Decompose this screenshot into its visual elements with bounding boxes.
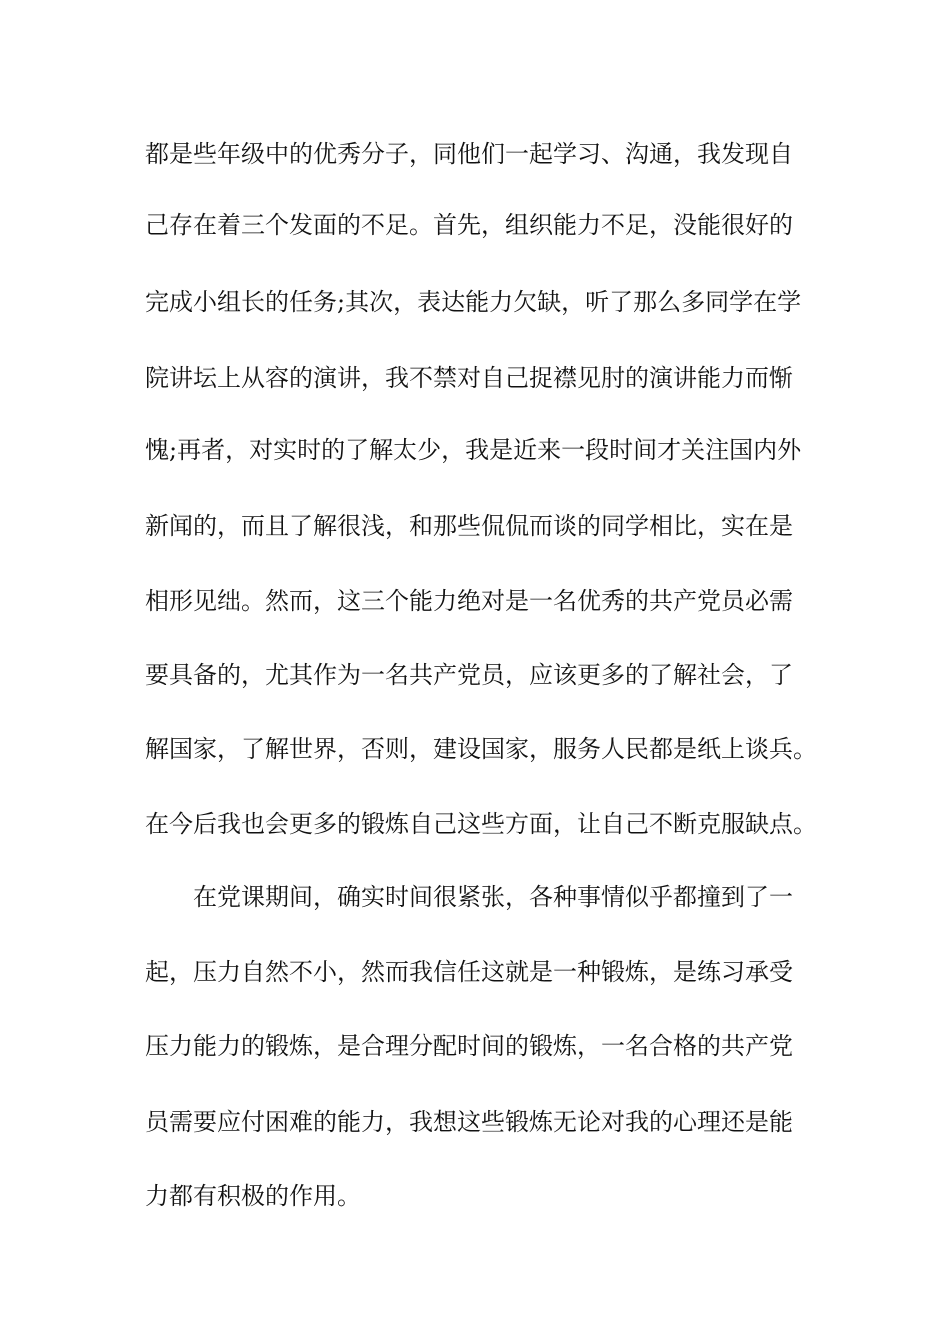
paragraph-line: 员需要应付困难的能力，我想这些锻炼无论对我的心理还是能: [145, 1108, 793, 1136]
paragraph-line: 起，压力自然不小，然而我信任这就是一种锻炼，是练习承受: [145, 958, 793, 986]
paragraph-line: 力都有积极的作用。: [145, 1182, 361, 1210]
paragraph-line: 己存在着三个发面的不足。首先，组织能力不足，没能很好的: [145, 211, 793, 239]
paragraph-line: 压力能力的锻炼，是合理分配时间的锻炼，一名合格的共产党: [145, 1032, 793, 1060]
paragraph-line: 都是些年级中的优秀分子，同他们一起学习、沟通，我发现自: [145, 140, 793, 168]
paragraph-line: 新闻的，而且了解很浅，和那些侃侃而谈的同学相比，实在是: [145, 512, 793, 540]
paragraph-line: 完成小组长的任务;其次，表达能力欠缺，听了那么多同学在学: [145, 288, 802, 316]
paragraph-line: 在党课期间，确实时间很紧张，各种事情似乎都撞到了一: [193, 883, 793, 911]
paragraph-line: 相形见绌。然而，这三个能力绝对是一名优秀的共产党员必需: [145, 587, 793, 615]
paragraph-line: 在今后我也会更多的锻炼自己这些方面，让自己不断克服缺点。: [145, 810, 817, 838]
paragraph-line: 愧;再者，对实时的了解太少，我是近来一段时间才关注国内外: [145, 436, 802, 464]
paragraph-line: 解国家，了解世界，否则，建设国家，服务人民都是纸上谈兵。: [145, 735, 817, 763]
paragraph-line: 要具备的，尤其作为一名共产党员，应该更多的了解社会，了: [145, 661, 793, 689]
paragraph-line: 院讲坛上从容的演讲，我不禁对自己捉襟见肘的演讲能力而惭: [145, 364, 793, 392]
